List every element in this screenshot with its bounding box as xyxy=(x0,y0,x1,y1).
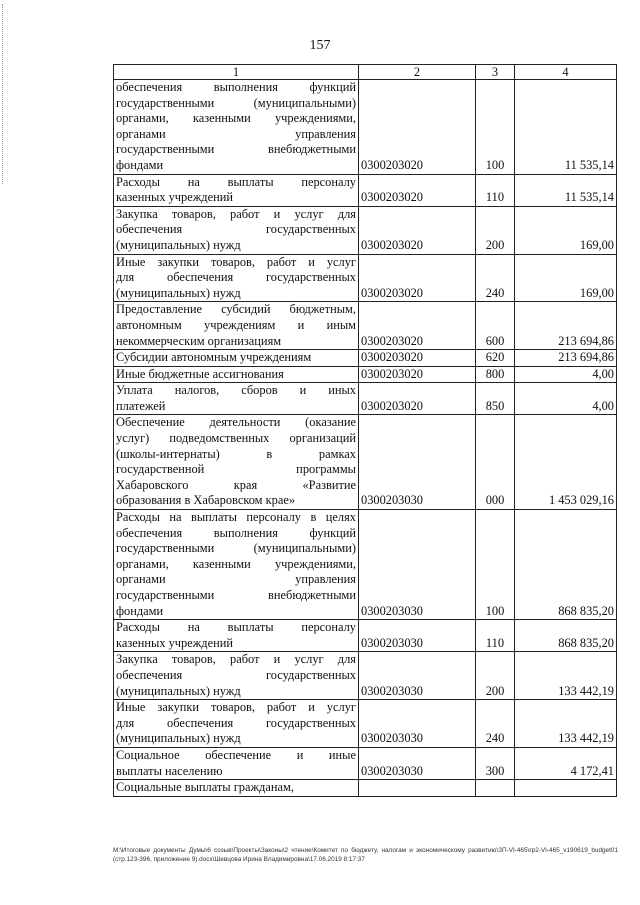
expense-description xyxy=(114,206,359,254)
margin-scan-mark xyxy=(2,4,4,184)
expense-type-code: 200 xyxy=(476,206,515,254)
target-article-code: 0300203030 xyxy=(359,620,476,652)
description-line: обеспечения государственных xyxy=(116,222,356,237)
description-line: (муниципальных) нужд xyxy=(116,731,241,746)
expense-description xyxy=(114,747,359,779)
expense-description xyxy=(114,254,359,302)
target-article-code: 0300203020 xyxy=(359,366,476,383)
header-col-3: 3 xyxy=(476,65,515,80)
expense-type-code: 200 xyxy=(476,652,515,700)
table-row xyxy=(114,415,617,510)
expense-type-code: 620 xyxy=(476,350,515,367)
description-line: Субсидии автономным учреждениям xyxy=(116,350,312,365)
description-line: Социальные выплаты гражданам, xyxy=(116,780,294,795)
table-row xyxy=(114,366,617,383)
description-line: (муниципальных) нужд xyxy=(116,237,241,252)
document-path-footer: M:\Итоговые документы Думы\6 созыв\Проекты\Законы\2 чтение\Комитет по бюджету, налогам и экономическому развитию\ЗП-VI-465\гр2-VI-465_v190619_budget01 (стр.123-396, приложение 9).docx\Шевцова Ирина Владимировна\17.06.2019 8:17:37 xyxy=(113,847,618,863)
target-article-code: 0300203020 xyxy=(359,80,476,175)
table-header-row xyxy=(114,65,617,80)
target-article-code: 0300203020 xyxy=(359,254,476,302)
expense-type-code: 240 xyxy=(476,254,515,302)
expense-description xyxy=(114,174,359,206)
target-article-code: 0300203030 xyxy=(359,700,476,748)
expense-type-code: 850 xyxy=(476,383,515,415)
expense-type-code: 800 xyxy=(476,366,515,383)
table-row xyxy=(114,302,617,350)
header-col-4: 4 xyxy=(515,65,617,80)
description-line: услуг) подведомственных организаций xyxy=(116,431,356,446)
expense-type-code: 110 xyxy=(476,620,515,652)
amount: 868 835,20 xyxy=(515,620,617,652)
amount: 169,00 xyxy=(515,206,617,254)
expense-description xyxy=(114,652,359,700)
table-row xyxy=(114,780,617,797)
expense-type-code: 240 xyxy=(476,700,515,748)
description-line: Хабаровского края «Развитие xyxy=(116,477,356,492)
table-row xyxy=(114,383,617,415)
target-article-code: 0300203030 xyxy=(359,415,476,510)
expense-type-code: 100 xyxy=(476,80,515,175)
description-line: Иные бюджетные ассигнования xyxy=(116,366,284,381)
expense-description xyxy=(114,302,359,350)
target-article-code: 0300203030 xyxy=(359,652,476,700)
header-col-2: 2 xyxy=(359,65,476,80)
expense-type-code xyxy=(476,780,515,797)
target-article-code: 0300203030 xyxy=(359,747,476,779)
amount: 133 442,19 xyxy=(515,700,617,748)
description-line: казенных учреждений xyxy=(116,190,233,205)
description-line: органами управления xyxy=(116,126,356,141)
expense-description xyxy=(114,780,359,797)
expense-type-code: 100 xyxy=(476,510,515,620)
amount: 133 442,19 xyxy=(515,652,617,700)
description-line: Социальное обеспечение и иные xyxy=(116,747,356,762)
description-line: Иные закупки товаров, работ и услуг xyxy=(116,254,356,269)
description-line: Иные закупки товаров, работ и услуг xyxy=(116,700,356,715)
table-row xyxy=(114,652,617,700)
description-line: образования в Хабаровском крае» xyxy=(116,493,296,508)
target-article-code: 0300203020 xyxy=(359,350,476,367)
page-number: 157 xyxy=(309,38,331,53)
target-article-code: 0300203020 xyxy=(359,383,476,415)
description-line: Уплата налогов, сборов и иных xyxy=(116,383,356,398)
description-line: для обеспечения государственных xyxy=(116,715,356,730)
amount: 868 835,20 xyxy=(515,510,617,620)
expense-description xyxy=(114,366,359,383)
target-article-code xyxy=(359,780,476,797)
description-line: Закупка товаров, работ и услуг для xyxy=(116,652,356,667)
amount: 1 453 029,16 xyxy=(515,415,617,510)
description-line: государственными внебюджетными xyxy=(116,142,356,157)
amount: 169,00 xyxy=(515,254,617,302)
target-article-code: 0300203020 xyxy=(359,174,476,206)
table-row xyxy=(114,700,617,748)
amount: 11 535,14 xyxy=(515,174,617,206)
description-line: платежей xyxy=(116,398,166,413)
description-line: (муниципальных) нужд xyxy=(116,285,241,300)
table-row xyxy=(114,80,617,175)
expense-description xyxy=(114,700,359,748)
amount: 11 535,14 xyxy=(515,80,617,175)
table-row xyxy=(114,620,617,652)
description-line: Расходы на выплаты персоналу xyxy=(116,620,356,635)
expense-description xyxy=(114,415,359,510)
description-line: обеспечения выполнения функций xyxy=(116,80,356,94)
description-line: государственными внебюджетными xyxy=(116,588,356,602)
description-line: органами, казенными учреждениями, xyxy=(116,556,356,571)
description-line: казенных учреждений xyxy=(116,635,233,650)
amount: 213 694,86 xyxy=(515,350,617,367)
description-line: фондами xyxy=(116,157,164,172)
description-line: государственной программы xyxy=(116,462,356,477)
amount: 4,00 xyxy=(515,383,617,415)
expense-type-code: 000 xyxy=(476,415,515,510)
expense-type-code: 110 xyxy=(476,174,515,206)
budget-table xyxy=(113,64,617,797)
description-line: (муниципальных) нужд xyxy=(116,683,241,698)
description-line: автономным учреждениям и иным xyxy=(116,317,356,332)
description-line: выплаты населению xyxy=(116,763,223,778)
description-line: Закупка товаров, работ и услуг для xyxy=(116,206,356,221)
expense-type-code: 600 xyxy=(476,302,515,350)
table-row xyxy=(114,510,617,620)
target-article-code: 0300203020 xyxy=(359,302,476,350)
description-line: обеспечения выполнения функций xyxy=(116,525,356,540)
expense-description xyxy=(114,383,359,415)
description-line: для обеспечения государственных xyxy=(116,270,356,285)
expense-description xyxy=(114,510,359,620)
header-col-1: 1 xyxy=(114,65,359,80)
description-line: фондами xyxy=(116,603,164,618)
description-line: Предоставление субсидий бюджетным, xyxy=(116,302,356,317)
amount: 213 694,86 xyxy=(515,302,617,350)
description-line: Расходы на выплаты персоналу xyxy=(116,174,356,189)
table-row xyxy=(114,350,617,367)
description-line: Обеспечение деятельности (оказание xyxy=(116,415,356,430)
description-line: обеспечения государственных xyxy=(116,667,356,682)
description-line: государственными (муниципальными) xyxy=(116,95,356,110)
description-line: органами, казенными учреждениями, xyxy=(116,111,356,126)
amount: 4 172,41 xyxy=(515,747,617,779)
expense-description xyxy=(114,350,359,367)
expense-type-code: 300 xyxy=(476,747,515,779)
description-line: (школы-интернаты) в рамках xyxy=(116,446,356,461)
table-row xyxy=(114,206,617,254)
description-line: государственными (муниципальными) xyxy=(116,541,356,556)
description-line: некоммерческим организациям xyxy=(116,333,282,348)
description-line: органами управления xyxy=(116,572,356,587)
table-row xyxy=(114,747,617,779)
expense-description xyxy=(114,80,359,175)
amount: 4,00 xyxy=(515,366,617,383)
table-row xyxy=(114,174,617,206)
description-line: Расходы на выплаты персоналу в целях xyxy=(116,510,356,525)
table-row xyxy=(114,254,617,302)
expense-description xyxy=(114,620,359,652)
target-article-code: 0300203030 xyxy=(359,510,476,620)
amount xyxy=(515,780,617,797)
target-article-code: 0300203020 xyxy=(359,206,476,254)
